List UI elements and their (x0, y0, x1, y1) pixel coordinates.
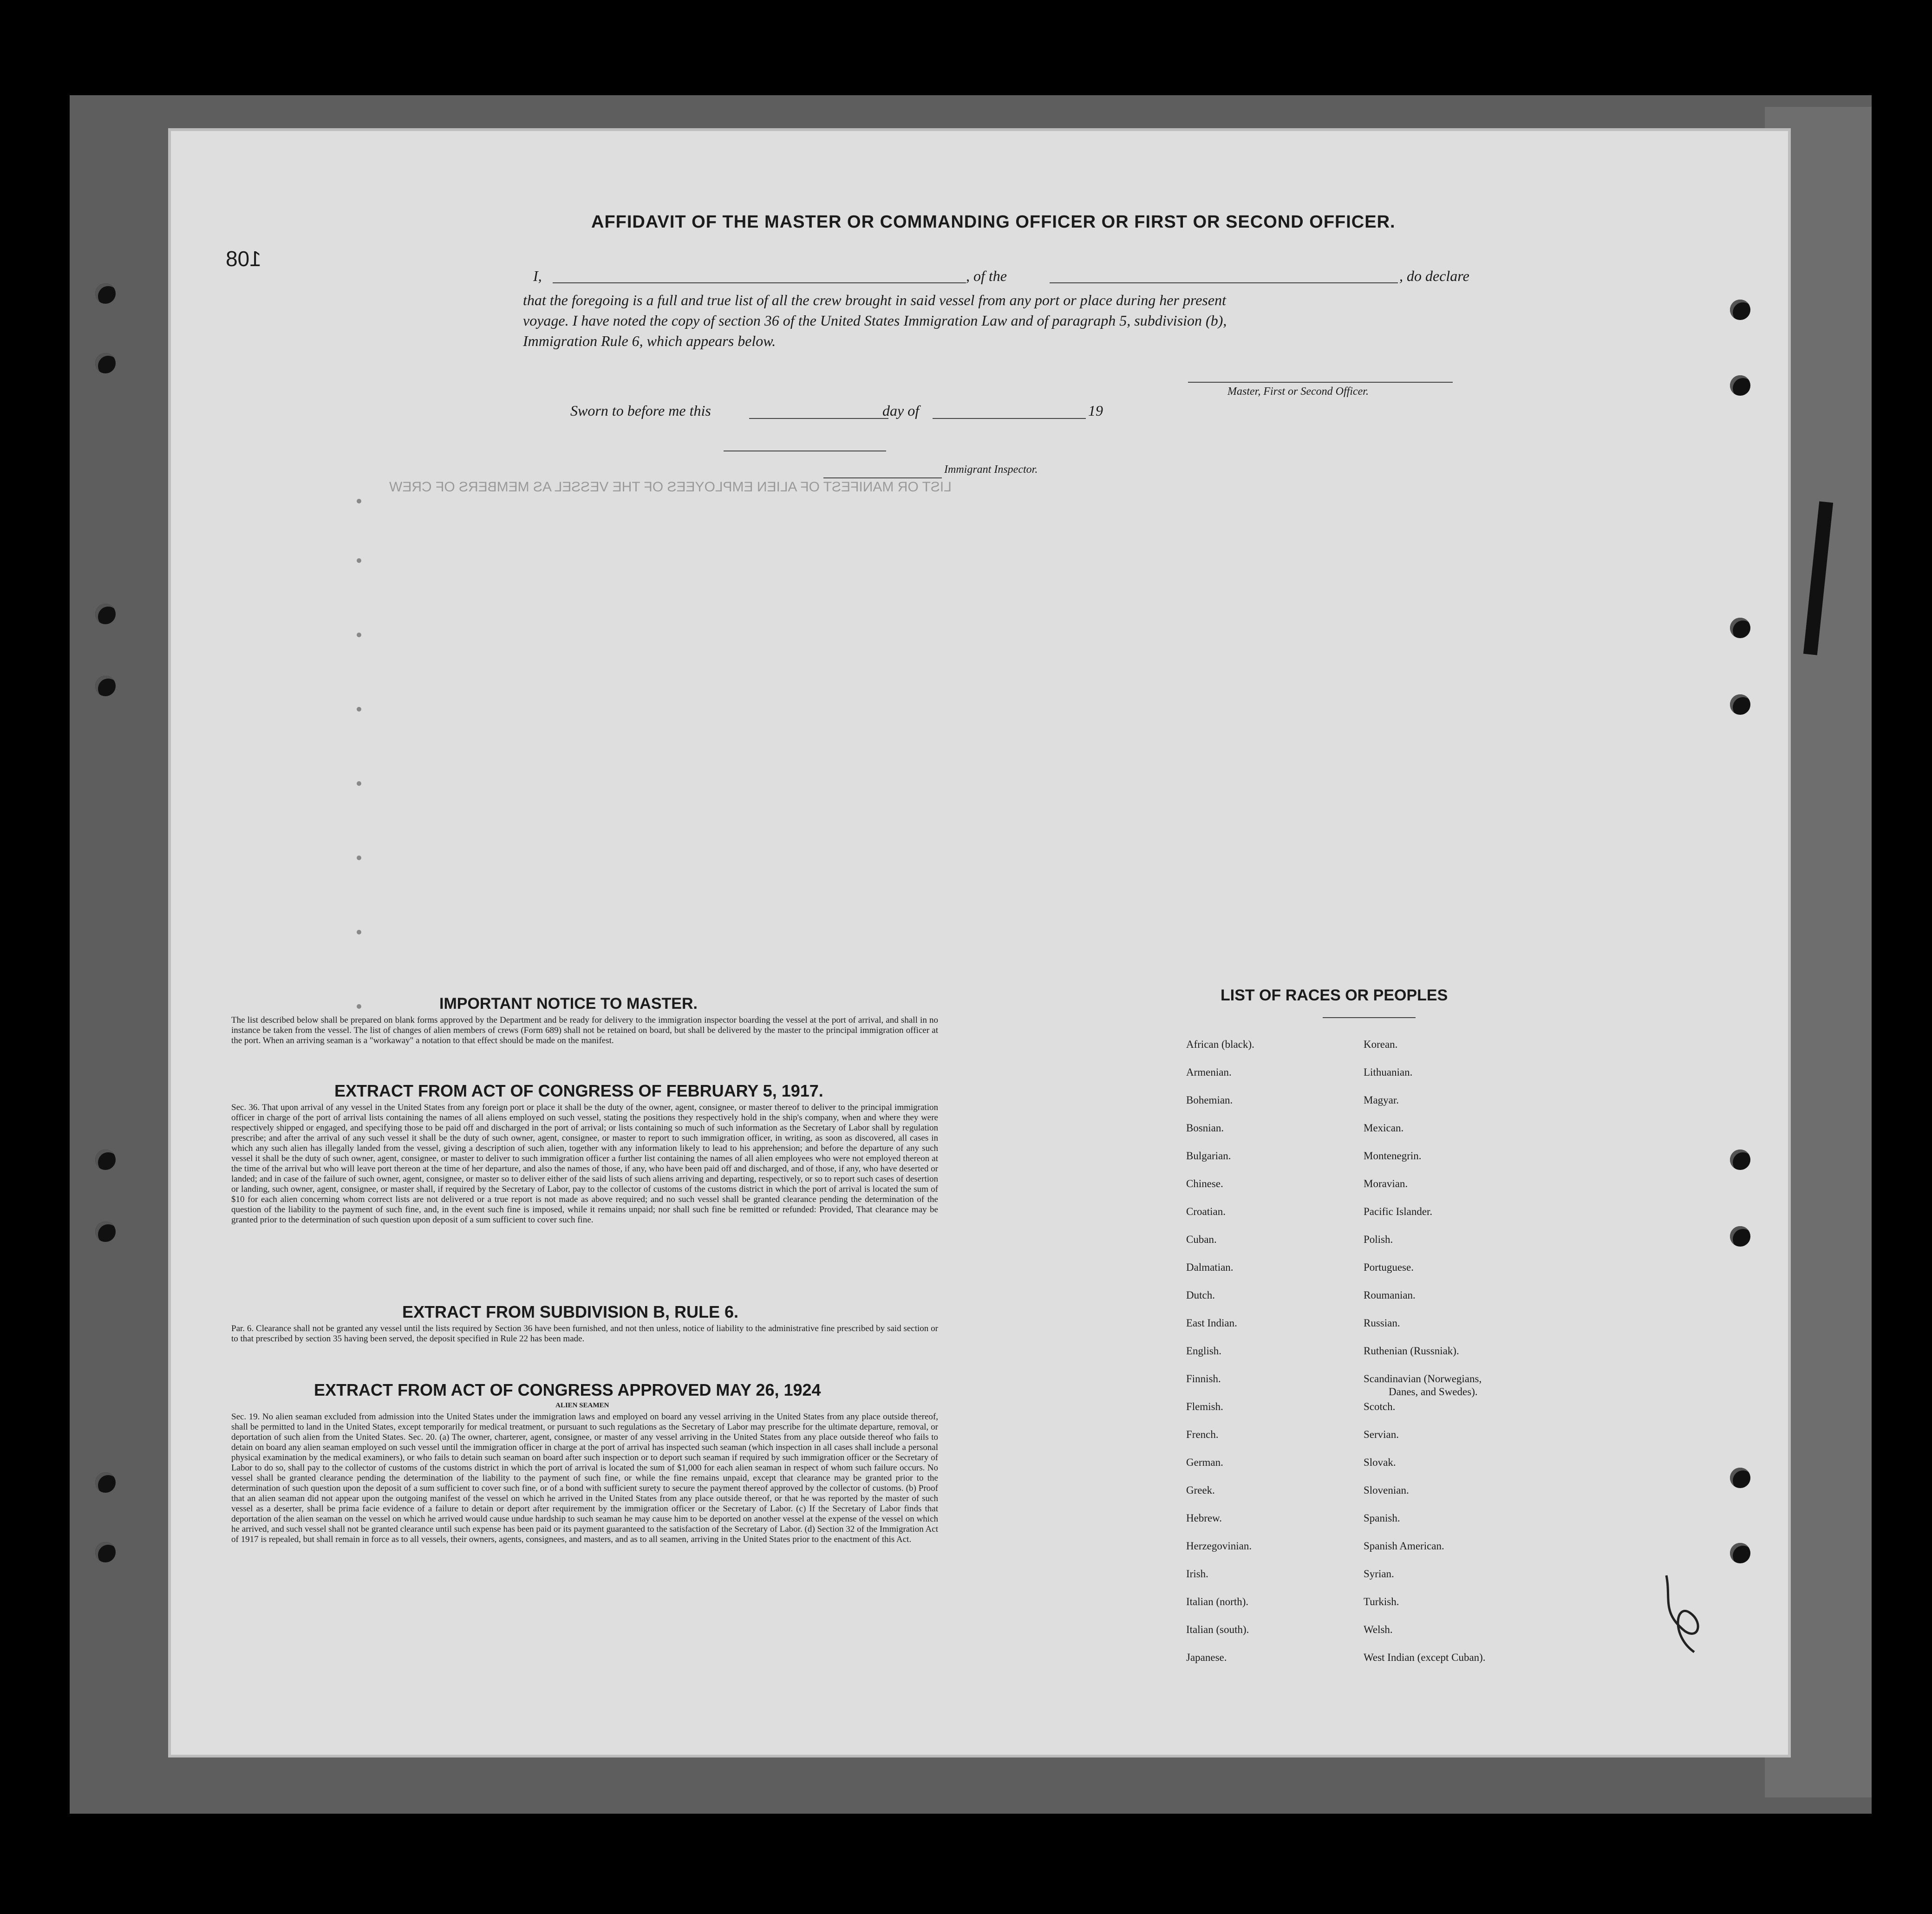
affidavit-title: AFFIDAVIT OF THE MASTER OR COMMANDING OFFICER OR FIRST OR SECOND OFFICER. (591, 212, 1396, 232)
document-sheet (171, 131, 1788, 1755)
race-right: Scotch. (1364, 1401, 1396, 1412)
race-right: Syrian. (1364, 1568, 1394, 1580)
race-right: Scandinavian (Norwegians, (1364, 1373, 1482, 1385)
binder-hole (95, 283, 116, 304)
race-left: Italian (north). (1186, 1596, 1249, 1607)
race-left: Finnish. (1186, 1373, 1221, 1385)
sworn-a: Sworn to before me this (570, 402, 711, 419)
binder-hole (95, 676, 116, 696)
race-left: Cuban. (1186, 1234, 1217, 1245)
sworn-c: 19 (1088, 402, 1103, 419)
race-left: Hebrew. (1186, 1512, 1222, 1524)
race-left: Dutch. (1186, 1289, 1215, 1301)
race-right: Russian. (1364, 1317, 1400, 1329)
race-left: Herzegovinian. (1186, 1540, 1252, 1552)
sworn-b: day of (882, 402, 920, 419)
race-left: English. (1186, 1345, 1222, 1357)
binder-hole (1730, 1226, 1750, 1247)
race-left: Bosnian. (1186, 1122, 1224, 1134)
race-left: East Indian. (1186, 1317, 1237, 1329)
extract-1924-subtitle: ALIEN SEAMEN (555, 1402, 609, 1409)
affiant-name-field[interactable] (553, 282, 966, 283)
affidavit-line3: voyage. I have noted the copy of section 36 of the United States Immigration Law and of paragraph 5, subdivision (b), (523, 312, 1227, 329)
race-left: Italian (south). (1186, 1624, 1249, 1635)
race-left: Flemish. (1186, 1401, 1223, 1412)
binder-hole (1730, 618, 1750, 638)
race-right: Moravian. (1364, 1178, 1408, 1189)
race-right: Pacific Islander. (1364, 1206, 1433, 1217)
race-right: Polish. (1364, 1234, 1393, 1245)
race-left: Dalmatian. (1186, 1261, 1234, 1273)
race-left: French. (1186, 1429, 1219, 1440)
affidavit-line1-a: I, (533, 268, 542, 284)
sworn-day-field[interactable] (749, 418, 888, 419)
bleed-mark (357, 558, 361, 563)
affidavit-line1-c: , do declare (1399, 268, 1469, 284)
race-left: Greek. (1186, 1484, 1215, 1496)
binder-hole (95, 353, 116, 373)
extract-1917-body: Sec. 36. That upon arrival of any vessel in the United States from any foreign port or place it shall be the duty of the owner, agent, consignee, or master thereof to deliver to the principal immigration officer in charge of the port of arrival lists containing the names of all aliens employed on such vessel, stating the positions they respectively hold in the ship's company, when and where they were respectively shipped or engaged, and specifying those to be paid off and discharged in the port of arrival; or lists containing so much of such information as the Secretary of Labor shall by regulation prescribe; and after the arrival of any such vessel it shall be the duty of such owner, agent, consignee, or master to report to such immigration officer, in writing, as soon as discovered, all cases in which any such alien has illegally landed from the vessel, giving a description of such alien, together with any information likely to lead to his apprehension; and before the departure of any such vessel it shall be the duty of such owner, agent, consignee, or master to deliver to such immigration officer a further list containing the names of all alien employees who were not employed thereon at the time of the arrival but who will leave port thereon at the time of her departure, and also the names of those, if any, who have been paid off and discharged, and of those, if any, who have deserted or landed; and in case of the failure of such owner, agent, consignee, or master so to deliver either of the said lists of such aliens arriving and departing, respectively, or so to report such cases of desertion or landing, such owner, agent, consignee, or master shall, if required by the Secretary of Labor, pay to the collector of customs of the customs district in which the port of arrival is located the sum of $10 for each alien concerning whom correct lists are not delivered or a true report is not made as above required; and no such vessel shall be granted clearance pending the determination of the question of the liability to the payment of such fine, and, in the event such fine is imposed, while it remains unpaid; nor shall such fine be remitted or refunded: Provided, That clearance may be granted prior to the determination of such question upon deposit of a sum sufficient to cover such fine. (231, 1103, 938, 1225)
race-right: Magyar. (1364, 1094, 1399, 1106)
binder-hole (1730, 300, 1750, 320)
extract-1924-body: Sec. 19. No alien seaman excluded from admission into the United States under the immigration laws and employed on board any vessel arriving in the United States from any place outside thereof, shall be permitted to land in the United States, except temporarily for medical treatment, or pursuant to such regulations as the Secretary of Labor may prescribe for the ultimate departure, removal, or deportation of such alien from the United States. Sec. 20. (a) The owner, charterer, agent, consignee, or master of any vessel arriving in the United States from any place outside thereof who fails to detain on board any alien seaman employed on such vessel until the immigration officer in charge at the port of arrival has inspected such seaman (which inspection in all cases shall include a personal physical examination by the medical examiners), or who fails to detain such seaman on board after such inspection or to deport such seaman if required by such immigration officer or the Secretary of Labor to do so, shall pay to the collector of customs of the customs district in which the port of arrival is located the sum of $1,000 for each alien seaman in respect of whom such failure occurs. No vessel shall be granted clearance pending the determination of the liability to the payment of such fine, or while the fine remains unpaid, except that clearance may be granted prior to the determination of such question upon the deposit of a sum sufficient to cover such fine, or of a bond with sufficient surety to secure the payment thereof approved by the collector of customs. (b) Proof that an alien seaman did not appear upon the outgoing manifest of the vessel on which he arrived in the United States from any place outside thereof, or that he was reported by the master of such vessel as a deserter, shall be prima facie evidence of a failure to detain or deport after requirement by the immigration officer or the Secretary of Labor. (c) If the Secretary of Labor finds that deportation of the alien seaman on the vessel on which he arrived would cause undue hardship to such seaman he may cause him to be deported on another vessel at the expense of the vessel on which he arrived, and such vessel shall not be granted clearance until such expense has been paid or its payment guaranteed to the satisfaction of the Secretary of Labor. (d) Section 32 of the Immigration Act of 1917 is repealed, but shall remain in force as to all vessels, their owners, agents, consignees, and masters, and as to all seamen, arriving in the United States prior to the enactment of this Act. (231, 1412, 938, 1544)
race-left: Bulgarian. (1186, 1150, 1231, 1162)
binder-hole (95, 1150, 116, 1170)
binder-hole (1730, 1150, 1750, 1170)
race-left: Chinese. (1186, 1178, 1223, 1189)
binder-hole (95, 1542, 116, 1562)
race-right: Mexican. (1364, 1122, 1404, 1134)
handwritten-check-mark (1657, 1571, 1713, 1659)
race-right: Spanish. (1364, 1512, 1400, 1524)
binder-hole (95, 604, 116, 624)
race-right: Lithuanian. (1364, 1066, 1413, 1078)
race-right: Ruthenian (Russniak). (1364, 1345, 1459, 1357)
race-right: Roumanian. (1364, 1289, 1416, 1301)
vessel-name-field[interactable] (1050, 282, 1398, 283)
binder-hole (95, 1472, 116, 1493)
race-left: Croatian. (1186, 1206, 1226, 1217)
extract-rule6-title: EXTRACT FROM SUBDIVISION B, RULE 6. (402, 1302, 739, 1321)
bleed-through-header: LIST OR MANIFEST OF ALIEN EMPLOYEES OF THE VESSEL AS MEMBERS OF CREW (389, 479, 952, 495)
bleed-mark (357, 1004, 361, 1009)
races-title-underline (1323, 1017, 1416, 1018)
affidavit-line1-b: , of the (966, 268, 1007, 284)
race-right: Servian. (1364, 1429, 1399, 1440)
extract-rule6-body: Par. 6. Clearance shall not be granted any vessel until the lists required by Section 36 have been furnished, and not then unless, notice of liability to the administrative fine prescribed by said section or to that prescribed by section 35 having been served, the deposit specified in Rule 22 has been made. (231, 1324, 938, 1344)
bleed-mark (357, 856, 361, 860)
bleed-mark (357, 930, 361, 934)
master-signature-field[interactable] (1188, 382, 1453, 383)
page-number: 108 (226, 247, 261, 271)
bleed-mark (357, 633, 361, 637)
affidavit-line4: Immigration Rule 6, which appears below. (523, 333, 776, 349)
race-right: Welsh. (1364, 1624, 1393, 1635)
extract-1924-title: EXTRACT FROM ACT OF CONGRESS APPROVED MAY 26, 1924 (314, 1380, 821, 1399)
binder-hole (1730, 375, 1750, 396)
race-right: Montenegrin. (1364, 1150, 1422, 1162)
inspector-caption: Immigrant Inspector. (944, 464, 1038, 476)
race-right: Slovenian. (1364, 1484, 1409, 1496)
binder-hole (95, 1222, 116, 1242)
race-right-continuation: Danes, and Swedes). (1389, 1386, 1478, 1398)
notice-title: IMPORTANT NOTICE TO MASTER. (439, 995, 698, 1013)
race-right: Portuguese. (1364, 1261, 1414, 1273)
race-left: Armenian. (1186, 1066, 1232, 1078)
sworn-month-field[interactable] (933, 418, 1086, 419)
race-right: West Indian (except Cuban). (1364, 1652, 1486, 1663)
race-left: German. (1186, 1457, 1223, 1468)
race-left: Japanese. (1186, 1652, 1227, 1663)
race-right: Spanish American. (1364, 1540, 1444, 1552)
signature-caption: Master, First or Second Officer. (1227, 385, 1369, 398)
race-left: Irish. (1186, 1568, 1208, 1580)
race-left: African (black). (1186, 1039, 1254, 1050)
notice-body: The list described below shall be prepared on blank forms approved by the Department and be ready for delivery to the immigration inspector boarding the vessel at the port of arrival, and shall in no instance be taken from the vessel. The list of changes of alien members of crews (Form 689) shall not be retained on board, but shall be delivered by the master to the principal immigration officer at the port. When an arriving seaman is a "workaway" a notation to that effect should be made on the manifest. (231, 1015, 938, 1045)
extract-1917-title: EXTRACT FROM ACT OF CONGRESS OF FEBRUARY 5, 1917. (334, 1081, 823, 1100)
inspector-signature-field[interactable] (823, 477, 942, 478)
binder-hole (1730, 694, 1750, 715)
bleed-mark (357, 499, 361, 503)
binder-hole (1730, 1468, 1750, 1488)
race-right: Korean. (1364, 1039, 1398, 1050)
affidavit-line2: that the foregoing is a full and true list of all the crew brought in said vessel from any port or place during her present (523, 292, 1226, 308)
races-title: LIST OF RACES OR PEOPLES (1221, 986, 1448, 1004)
bleed-mark (357, 781, 361, 786)
race-left: Bohemian. (1186, 1094, 1233, 1106)
race-right: Turkish. (1364, 1596, 1399, 1607)
bleed-mark (357, 707, 361, 712)
binder-hole (1730, 1543, 1750, 1563)
race-right: Slovak. (1364, 1457, 1396, 1468)
